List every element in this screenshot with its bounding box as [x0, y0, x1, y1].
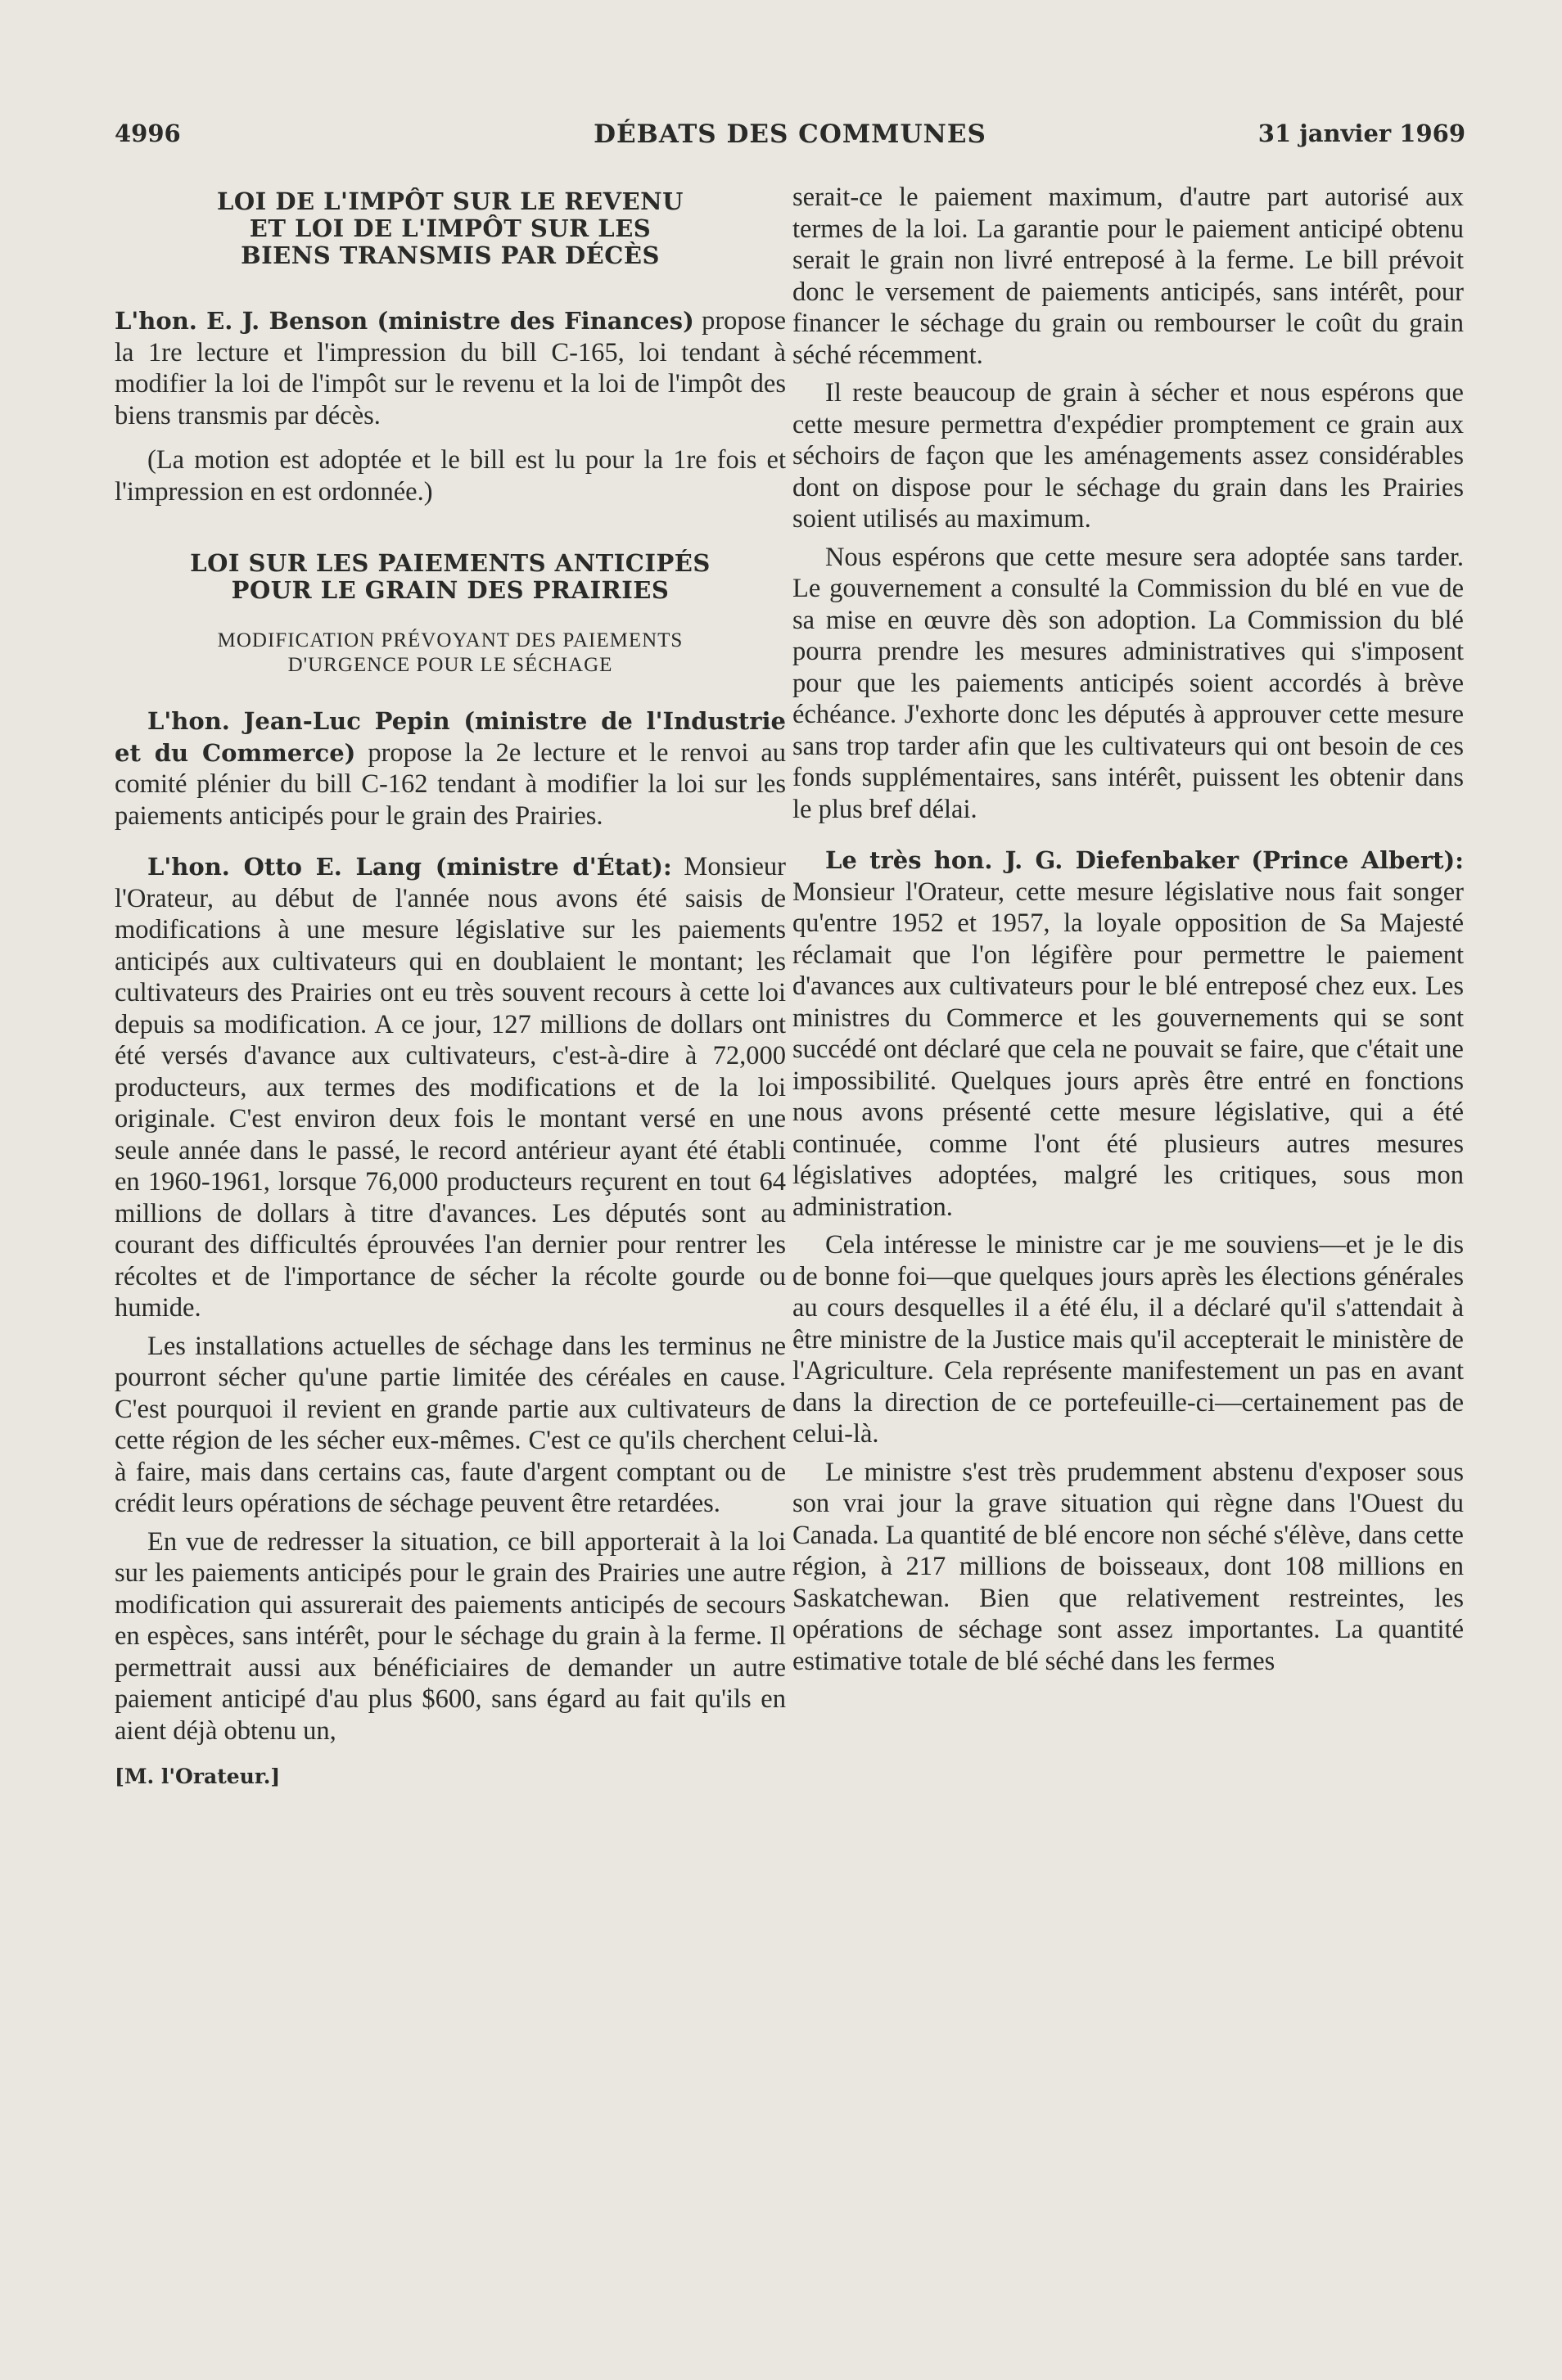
- right-column: [792, 182, 1464, 1677]
- speaker-name: Le très hon. J. G. Diefenbaker (Prince Albert):: [825, 846, 1464, 874]
- subheading: [115, 629, 786, 678]
- benson-paragraph: [115, 305, 786, 431]
- heading-line: LOI DE L'IMPÔT SUR LE REVENU: [217, 187, 684, 215]
- heading-line: LOI SUR LES PAIEMENTS ANTICIPÉS: [190, 549, 711, 577]
- speech-text: propose la 2e lecture et le renvoi au comité plénier du bill C-162 tendant à modifier la loi sur les paiements anticipés pour le grain des Prairies.: [115, 737, 787, 831]
- section-heading-advance-payments: [115, 550, 786, 604]
- diefenbaker-paragraph-3: Le ministre s'est très prudemment abstenu d'exposer sous son vrai jour la grave situation qui règne dans l'Ouest du Canada. La quantité de blé encore non séché s'élève, dans cette région, à 217 millions de boisseaux, dont 108 millions en Saskatchewan. Bien que relativement restreintes, les opérations de séchage sont assez importantes. La quantité estimative totale de blé séché dans les fermes: [792, 1457, 1464, 1676]
- speaker-name: L'hon. E. J. Benson (ministre des Finances): [115, 307, 694, 335]
- diefenbaker-paragraph-2: Cela intéresse le ministre car je me souviens—et je le dis de bonne foi—que quelques jours après les élections générales au cours desquelles il a été élu, il a déclaré qu'il s'attendait à être ministre de la Justice mais qu'il accepterait le ministère de l'Agriculture. Cela représente manifestement un pas en avant dans la direction de ce portefeuille-ci—certainement pas de celui-là.: [792, 1230, 1464, 1449]
- page-footer-speaker: [M. l'Orateur.]: [115, 1765, 281, 1788]
- heading-line: BIENS TRANSMIS PAR DÉCÈS: [241, 241, 660, 269]
- lang-paragraph-continued: serait-ce le paiement maximum, d'autre part autorisé aux termes de la loi. La garantie pour le paiement anticipé obtenu serait le grain non livré entreposé à la ferme. Le bill prévoit donc le versement de paiements anticipés, sans intérêt, pour financer le séchage du grain ou rembourser le coût du grain séché récemment.: [792, 183, 1464, 370]
- subheading-line: D'URGENCE POUR LE SÉCHAGE: [287, 654, 613, 676]
- lang-paragraph-5: Nous espérons que cette mesure sera adoptée sans tarder. Le gouvernement a consulté la Commission du blé en vue de sa mise en œuvre dès son adoption. La Commission du blé pourra prendre les mesures administratives qui s'imposent pour que les paiements anticipés soient accordés à brève échéance. J'exhorte donc les députés à approuver cette mesure sans trop tarder afin que les cultivateurs qui ont besoin de ces fonds supplémentaires, sans intérêt, puissent les obtenir dans le plus bref délai.: [792, 542, 1464, 824]
- lang-paragraph-4: Il reste beaucoup de grain à sécher et nous espérons que cette mesure permettra d'expédier promptement ce grain aux séchoirs de façon que les aménagements assez considérables dont on dispose pour le séchage du grain dans les Prairies soient utilisés au maximum.: [792, 378, 1464, 534]
- speech-text: Monsieur l'Orateur, au début de l'année nous avons été saisis de modifications à une mesure législative sur les paiements anticipés aux cultivateurs qui en doublaient le montant; les cultivateurs des Prairies ont eu très souvent recours à cette loi depuis sa modification. A ce jour, 127 millions de dollars ont été versés d'avance aux cultivateurs, c'est-à-dire à 72,000 producteurs, aux termes des modifications et de la loi originale. C'est environ deux fois le montant versé en une seule année dans le passé, le record antérieur ayant été établi en 1960-1961, lorsque 76,000 producteurs reçurent en tout 64 millions de dollars à titre d'avances. Les députés sont au courant des difficultés éprouvées l'an dernier pour rentrer les récoltes et de l'importance de sécher la récolte gourde ou humide.: [115, 852, 786, 1323]
- publication-date: 31 janvier 1969: [1257, 119, 1465, 147]
- pepin-paragraph: [115, 705, 786, 832]
- heading-line: ET LOI DE L'IMPÔT SUR LES: [249, 214, 652, 242]
- diefenbaker-paragraph-1: [792, 845, 1464, 1223]
- section-heading-income-tax: [115, 188, 786, 269]
- lang-paragraph-3: En vue de redresser la situation, ce bill apporterait à la loi sur les paiements anticipés pour le grain des Prairies une autre modification qui assurerait des paiements anticipés de secours en espèces, sans intérêt, pour le séchage du grain à la ferme. Il permettrait aussi aux bénéficiaires de demander un autre paiement anticipé d'au plus $600, sans égard au fait qu'ils en aient déjà obtenu un,: [115, 1526, 786, 1746]
- speaker-name: L'hon. Jean-Luc Pepin (ministre de l'Industrie et du Commerce): [115, 707, 786, 767]
- speaker-name: L'hon. Otto E. Lang (ministre d'État):: [147, 853, 672, 881]
- running-head: [115, 119, 1465, 152]
- lang-paragraph-2: Les installations actuelles de séchage dans les terminus ne pourront sécher qu'une partie limitée des céréales en cause. C'est pourquoi il revient en grande partie aux cultivateurs de cette région de les sécher eux-mêmes. C'est ce qu'ils cherchent à faire, mais dans certains cas, faute d'argent comptant ou de crédit leurs opérations de séchage peuvent être retardées.: [115, 1331, 786, 1518]
- speech-text: Monsieur l'Orateur, cette mesure législative nous fait songer qu'entre 1952 et 1957, la loyale opposition de Sa Majesté réclamait que l'on légifère pour permettre le paiement d'avances aux cultivateurs pour le blé entreposé chez eux. Les ministres du Commerce et les gouvernements qui se sont succédé ont déclaré que cela ne pouvait se faire, que c'était une impossibilité. Quelques jours après être entré en fonctions nous avons présenté cette mesure législative, qui a été continuée, comme l'ont été plusieurs autres mesures législatives adoptées, malgré les critiques, sous mon administration.: [792, 877, 1464, 1222]
- motion-note: (La motion est adoptée et le bill est lu pour la 1re fois et l'impression en est ordonnée.): [115, 445, 786, 507]
- lang-paragraph-1: [115, 851, 786, 1324]
- page-number: 4996: [115, 119, 181, 147]
- left-column: [115, 182, 786, 1793]
- publication-title: DÉBATS DES COMMUNES: [594, 119, 986, 149]
- subheading-line: MODIFICATION PRÉVOYANT DES PAIEMENTS: [217, 629, 684, 651]
- heading-line: POUR LE GRAIN DES PRAIRIES: [231, 576, 670, 604]
- speech-text: propose la 1re lecture et l'impression du bill C-165, loi tendant à modifier la loi de l'impôt sur le revenu et la loi de l'impôt des biens transmis par décès.: [115, 306, 786, 430]
